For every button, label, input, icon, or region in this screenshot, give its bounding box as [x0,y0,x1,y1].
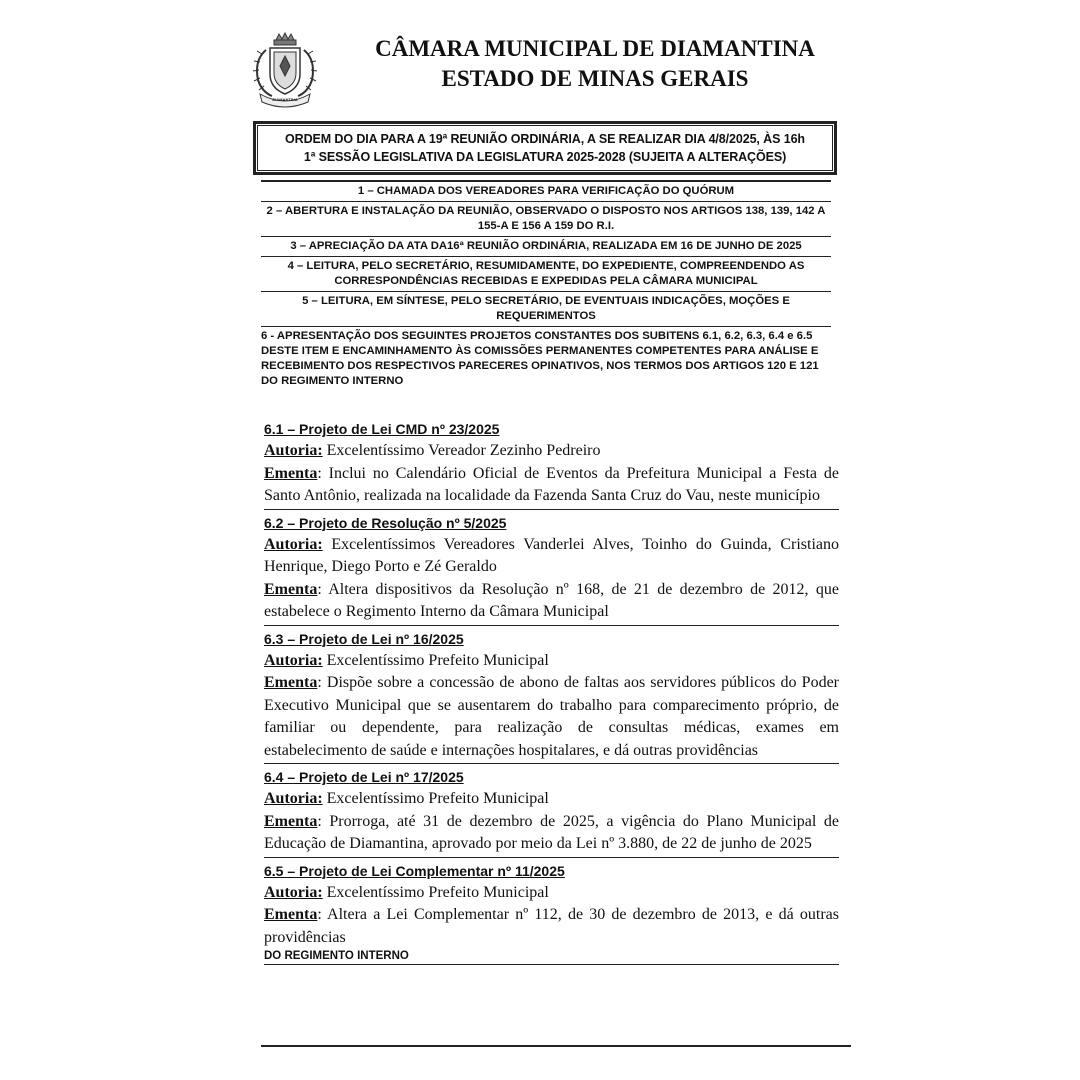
document-header [340,34,850,94]
project-6-4 [264,766,839,858]
footnote-regimento: DO REGIMENTO INTERNO [264,950,409,962]
project-autoria [264,650,839,673]
project-autoria [264,788,839,811]
autoria-text: Excelentíssimo Vereador Zezinho Pedreiro [326,442,601,459]
order-heading-line2: 1ª SESSÃO LEGISLATIVA DA LEGISLATURA 2025-2028 (SUJEITA A ALTERAÇÕES) [303,150,787,164]
agenda-list [261,180,831,391]
autoria-label: Autoria: [264,790,323,807]
agenda-item-6: 6 - APRESENTAÇÃO DOS SEGUINTES PROJETOS CONSTANTES DOS SUBITENS 6.1, 6.2, 6.3, 6.4 e 6.5 DESTE ITEM E ENCAMINHAMENTO ÀS COMISSÕES PERMANENTES COMPETENTES PARA ANÁLISE E RECEBIMENTO DOS RESPECTIVOS PARECERES OPINATIVOS, NOS TERMOS DOS ARTIGOS 120 E 121 DO REGIMENTO INTERNO [261,330,819,387]
project-title: 6.4 – Projeto de Lei nº 17/2025 [264,769,464,785]
project-title: 6.1 – Projeto de Lei CMD nº 23/2025 [264,421,500,437]
project-ementa [264,904,839,949]
autoria-label: Autoria: [264,535,323,553]
project-6-3 [264,628,839,765]
project-6-5 [264,860,839,966]
order-of-the-day-box [253,121,837,175]
ementa-text: : Altera a Lei Complementar nº 112, de 30 de dezembro de 2013, e dá outras providências [264,906,839,946]
autoria-text: Excelentíssimo Prefeito Municipal [326,790,549,807]
agenda-item-2: 2 – ABERTURA E INSTALAÇÃO DA REUNIÃO, OBSERVADO O DISPOSTO NOS ARTIGOS 138, 139, 142 A 155-A E 156 A 159 DO R.I. [261,202,831,237]
autoria-text: Excelentíssimo Prefeito Municipal [326,651,549,669]
project-title: 6.2 – Projeto de Resolução nº 5/2025 [264,514,507,531]
project-autoria [264,534,839,579]
ementa-text: : Altera dispositivos da Resolução nº 168, de 21 de dezembro de 2012, que estabelece o Regimento Interno da Câmara Municipal [264,580,839,620]
autoria-text: Excelentíssimos Vereadores Vanderlei Alves, Toinho do Guinda, Cristiano Henrique, Diego Porto e Zé Geraldo [264,535,840,575]
project-6-2 [264,512,839,626]
agenda-item-3: 3 – APRECIAÇÃO DA ATA DA16ª REUNIÃO ORDINÁRIA, REALIZADA EM 16 DE JUNHO DE 2025 [261,237,831,257]
project-ementa [264,811,839,856]
coat-of-arms-seal [246,30,324,110]
order-heading-line1: ORDEM DO DIA PARA A 19ª REUNIÃO ORDINÁRIA, A SE REALIZAR DIA 4/8/2025, ÀS 16h [285,132,805,146]
ementa-label: Ementa [264,906,318,923]
ementa-label: Ementa [264,812,318,830]
autoria-label: Autoria: [264,883,323,901]
bottom-rule [261,1045,851,1047]
agenda-item-1: 1 – CHAMADA DOS VEREADORES PARA VERIFICAÇÃO DO QUÓRUM [261,180,831,202]
project-title: 6.5 – Projeto de Lei Complementar nº 11/2025 [264,862,565,879]
ementa-label: Ementa [264,674,318,691]
autoria-label: Autoria: [264,651,323,669]
project-ementa [264,579,839,624]
state-name: ESTADO DE MINAS GERAIS [441,66,749,91]
ementa-label: Ementa [264,580,318,598]
seal-ribbon-text: DIAMANTINA [272,97,298,102]
ementa-text: : Dispõe sobre a concessão de abono de faltas aos servidores públicos do Poder Executivo Municipal que se ausentarem do trabalho para comparecimento próprio, de familiar ou dependente, para realização de consultas médicas, exames em estabelecimento de saúde e internações hospitalares, e dá outras providências [264,674,839,759]
project-autoria [264,882,839,905]
ementa-text: : Prorroga, até 31 de dezembro de 2025, a vigência do Plano Municipal de Educação de Diamantina, aprovado por meio da Lei nº 3.880, de 22 de junho de 2025 [264,812,839,852]
project-6-1 [264,418,839,510]
ementa-text: : Inclui no Calendário Oficial de Eventos da Prefeitura Municipal a Festa de Santo Antônio, realizada na localidade da Fazenda Santa Cruz do Vau, neste município [264,464,839,504]
autoria-label: Autoria: [264,442,323,459]
project-autoria [264,440,839,463]
chamber-name: CÂMARA MUNICIPAL DE DIAMANTINA [375,36,815,61]
agenda-item-5: 5 – LEITURA, EM SÍNTESE, PELO SECRETÁRIO, DE EVENTUAIS INDICAÇÕES, MOÇÕES E REQUERIMENTOS [261,292,831,327]
autoria-text: Excelentíssimo Prefeito Municipal [326,883,549,901]
agenda-item-4: 4 – LEITURA, PELO SECRETÁRIO, RESUMIDAMENTE, DO EXPEDIENTE, COMPREENDENDO AS CORRESPONDÊNCIAS RECEBIDAS E EXPEDIDAS PELA CÂMARA MUNICIPAL [261,257,831,292]
ementa-label: Ementa [264,464,318,482]
projects-section [264,418,839,967]
project-ementa [264,463,839,508]
project-ementa [264,672,839,762]
project-title: 6.3 – Projeto de Lei nº 16/2025 [264,630,464,647]
